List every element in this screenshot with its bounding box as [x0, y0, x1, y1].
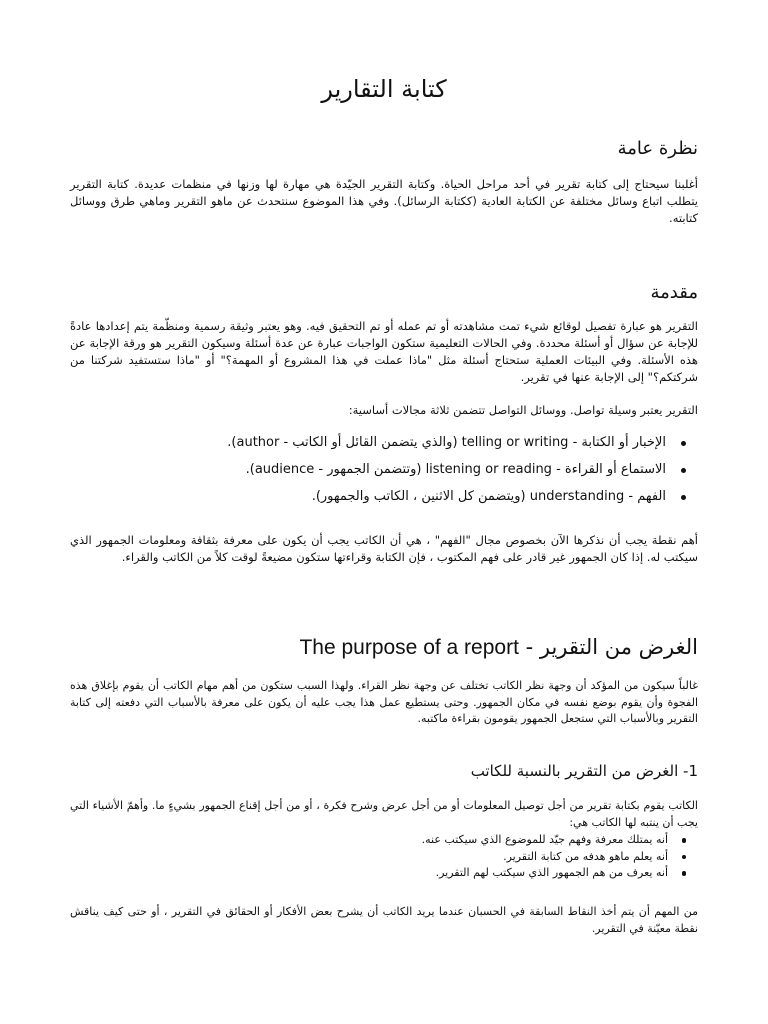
purpose-paragraph: غالباً سيكون من المؤكد أن وجهة نظر الكاتب تختلف عن وجهة نظر القراء. ولهذا السبب ستكون من أهم مهام الكاتب أن يقوم بإغلاق هذه الفجوة وأن يقوم بوضع نفسه في مكان الجمهور. وحتى يستطيع عمل هذا يجب عليه أن يكون على معرفة بالأسباب التي دفعته إلى كتابة التقرير وبالأسباب التي ستجعل الجمهور يقومون بقراءة ماكتبه.: [70, 679, 698, 725]
intro-paragraph-3: أهم نقطة يجب أن نذكرها الآن بخصوص مجال "الفهم" ، هي أن الكاتب يجب أن يكون على معرفة بثقافة ومعلومات الجمهور الذي سيكتب له. إذا كان الجمهور غير قادر على فهم المكتوب ، فإن الكتابة وقراءتها ستكون مضيعةً لوقت كلاً من الكاتب والقراء.: [70, 533, 698, 564]
writer-paragraph-2: من المهم أن يتم أخذ النقاط السابقة في الحسبان عندما يريد الكاتب أن يشرح بعض الأفكار أو الحقائق في التقرير ، أو حتى كيف يناقش نقطة معيّنة في التقرير.: [70, 905, 698, 935]
writer-paragraph-1: الكاتب يقوم بكتابة تقرير من أجل توصيل المعلومات أو من أجل عرض وشرح فكرة ، أو من أجل إقناع الجمهور بشيءٍ ما. وأهمّ الأشياء التي يجب أن ينتبه لها الكاتب هي:: [70, 799, 698, 829]
list-item: أنه يمتلك معرفة وفهم جيّد للموضوع الذي سيكتب عنه.: [70, 832, 698, 849]
writer-heading: 1- الغرض من التقرير بالنسبة للكاتب: [470, 762, 698, 780]
purpose-heading-separator: -: [518, 635, 540, 659]
intro-heading: مقدمة: [650, 282, 698, 303]
list-item: الإخبار أو الكتابة - telling or writing (والذي يتضمن القائل أو الكاتب - author).: [70, 434, 698, 452]
list-item: الاستماع أو القراءة - listening or reading (وتتضمن الجمهور - audience).: [70, 461, 698, 479]
intro-paragraph-2: التقرير يعتبر وسيلة تواصل. ووسائل التواصل تتضمن ثلاثة مجالات أساسية:: [348, 403, 698, 417]
purpose-heading-arabic: الغرض من التقرير: [539, 635, 698, 659]
list-item: الفهم - understanding (ويتضمن كل الاثنين ، الكاتب والجمهور).: [70, 488, 698, 506]
overview-heading: نظرة عامة: [617, 138, 698, 159]
writer-list: [70, 832, 698, 882]
overview-paragraph: أغلبنا سيحتاج إلى كتابة تقرير في أحد مراحل الحياة. وكتابة التقرير الجيّدة هي مهارة لها وزنها في منظمات عديدة. كتابة التقرير يتطلب اتباع وسائل مختلفة عن الكتابة العادية (ككتابة الرسائل). وفي هذا الموضوع سنتحدث عن ماهو التقرير وماهي طرق ووسائل كتابته.: [70, 177, 698, 225]
list-item: أنه يعلم ماهو هدفه من كتابة التقرير.: [70, 849, 698, 866]
communication-list: [70, 434, 698, 515]
purpose-heading-english: The purpose of a report: [299, 636, 519, 659]
purpose-heading: [70, 632, 698, 663]
intro-paragraph-1: التقرير هو عبارة تفصيل لوقائع شيء تمت مشاهدته أو تم عمله أو تم التحقيق فيه. وهو يعتبر وثيقة رسمية ومنظّمة يتم إعدادها عادةً للإجابة عن سؤال أو أسئلة محددة. وفي الحالات التعليمية ستكون الواجبات عبارة عن عدة أسئلة وسيكون التقرير هو ورقة الإجابة عن هذه الأسئلة. وفي البيئات العملية ستحتاج أسئلة مثل "ماذا عملت في هذا المشروع أو المهمة؟" أو "ماذا ستستفيد شركتنا من شركتكم؟" إلى الإجابة عنها في تقرير.: [70, 319, 698, 384]
page-title: كتابة التقارير: [321, 75, 447, 103]
list-item: أنه يعرف من هم الجمهور الذي سيكتب لهم التقرير.: [70, 865, 698, 882]
